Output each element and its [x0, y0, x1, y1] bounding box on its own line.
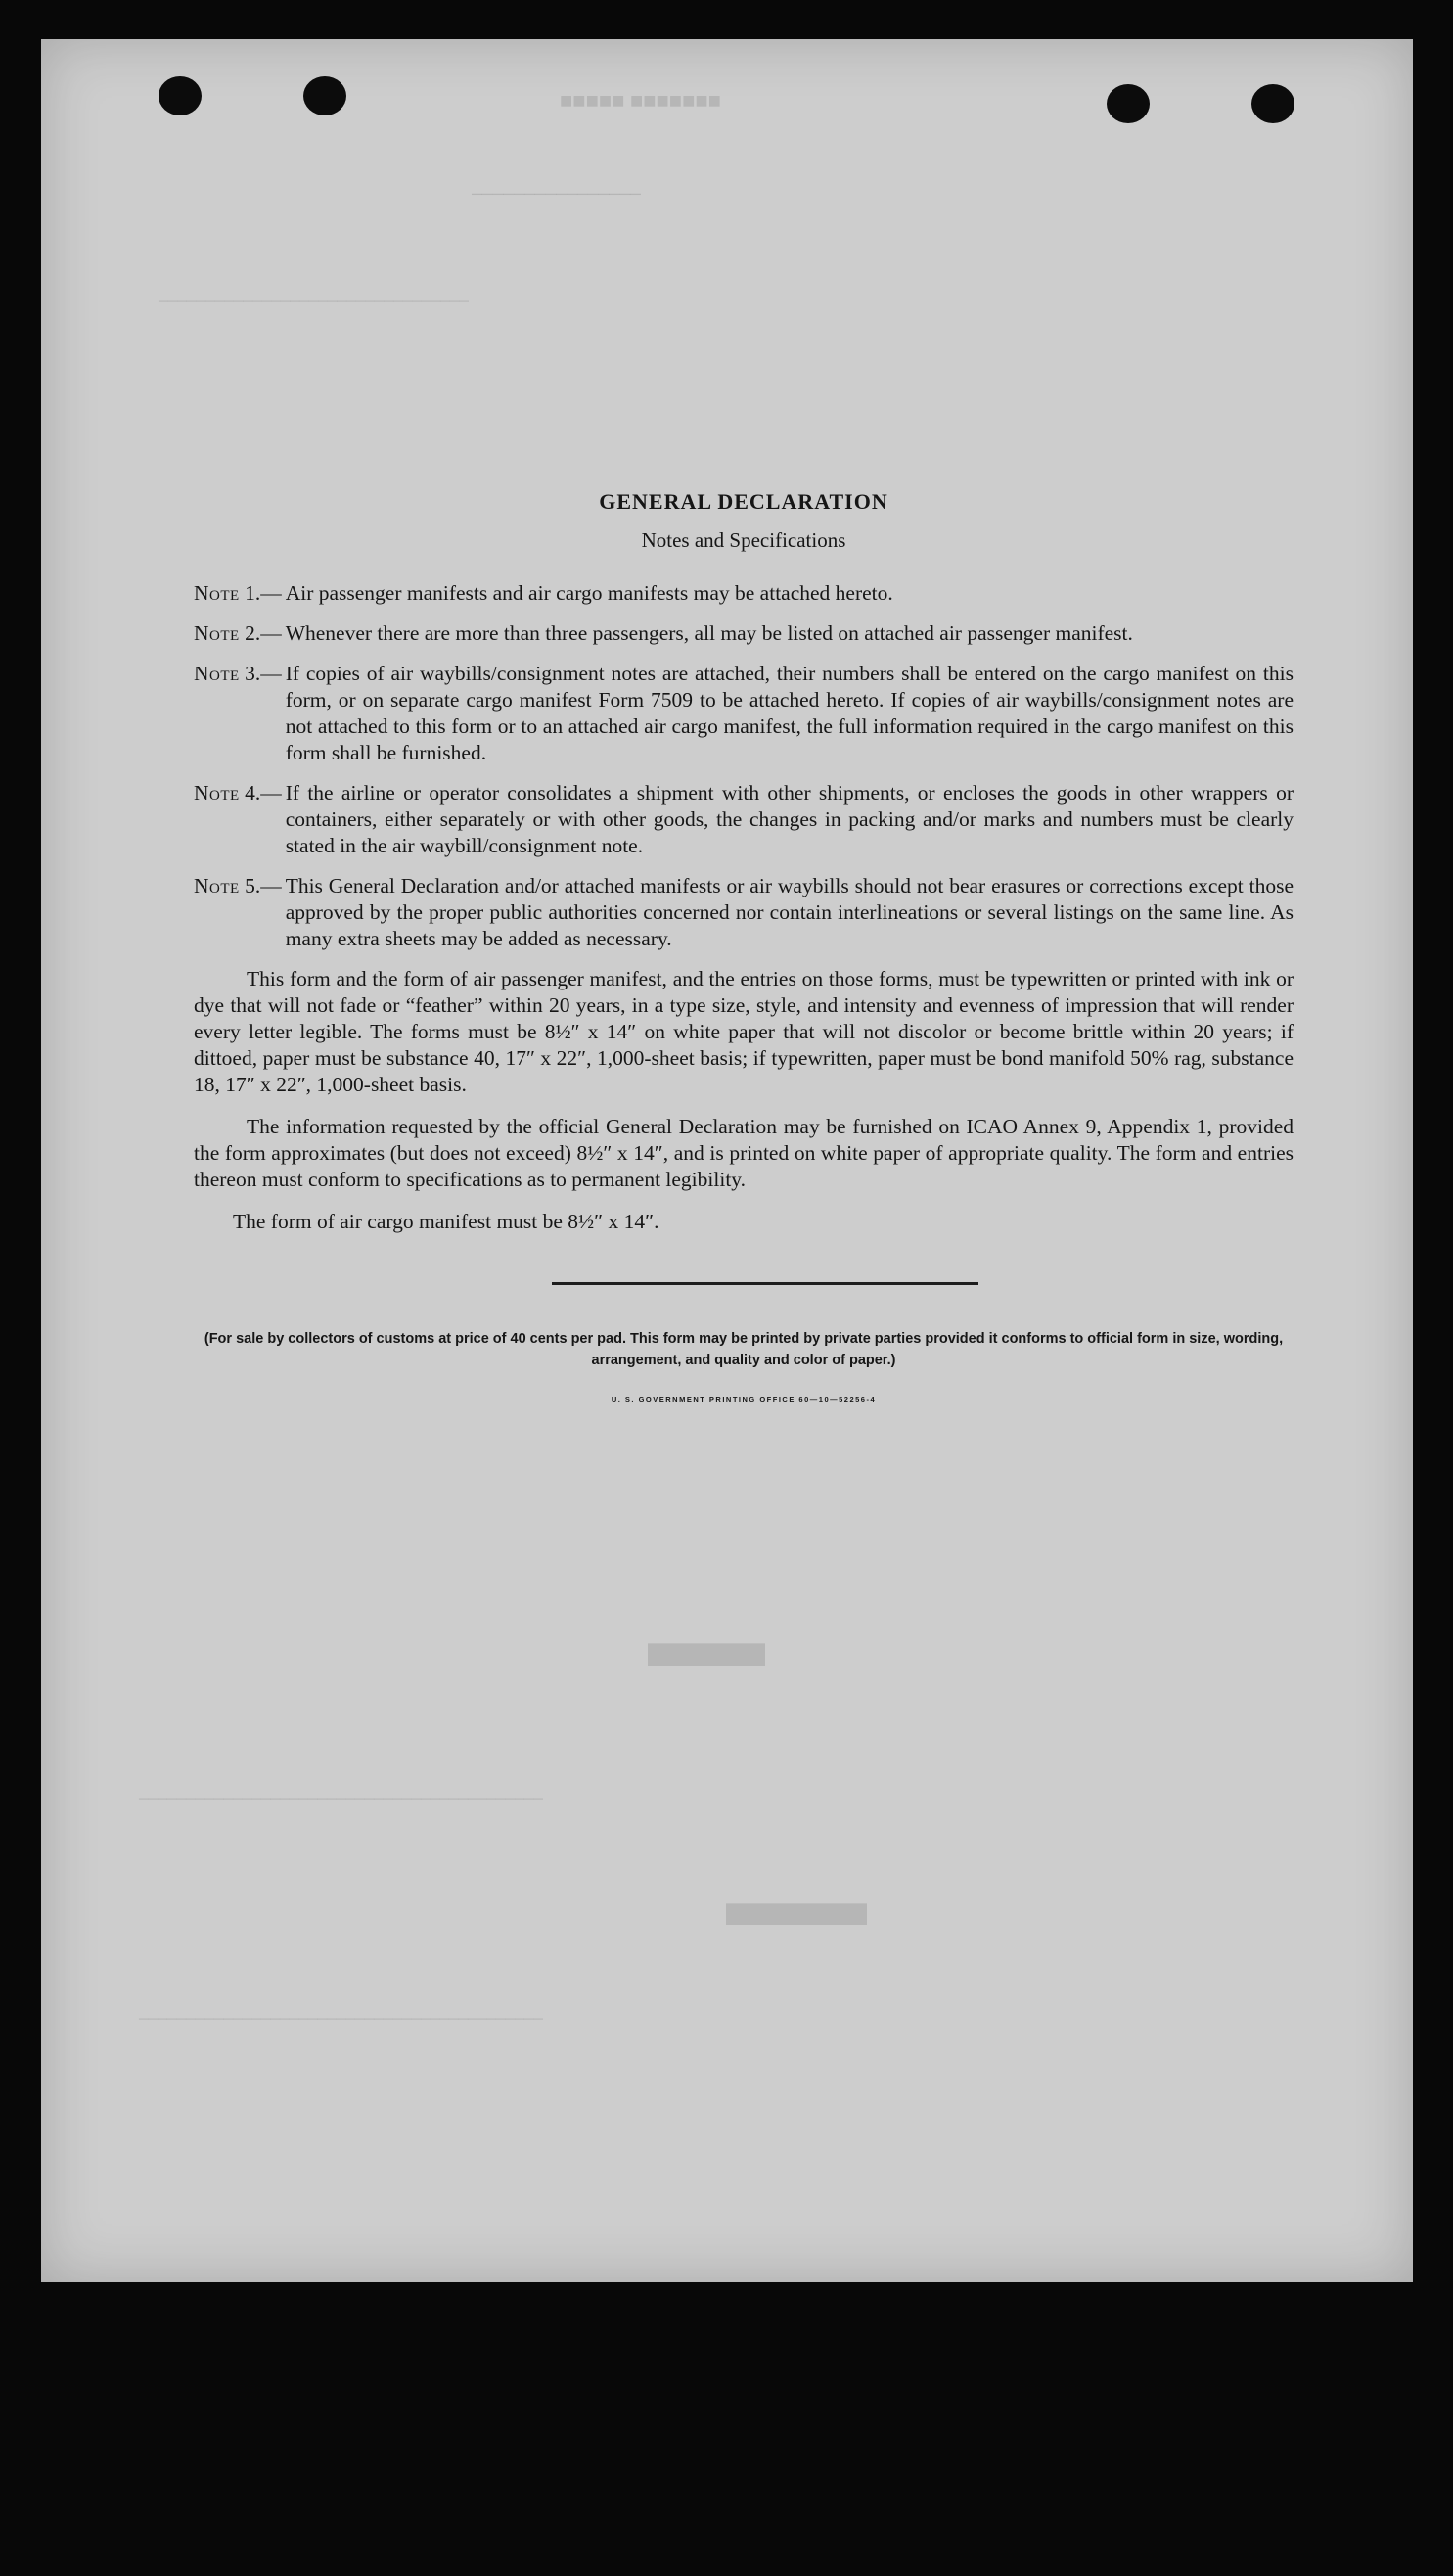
note-text: If the airline or operator consolidates a shipment with other shipments, or encloses the goods in other wrappers or containers, either separately or with other goods, the changes in packing and/or marks and numbers must be clearly stated in the air waybill/consignment note.: [285, 781, 1294, 857]
divider-rule: [552, 1282, 978, 1285]
punch-hole-left-1: [159, 76, 202, 115]
note-label: Note: [194, 581, 240, 605]
document-subtitle: Notes and Specifications: [641, 529, 846, 552]
note-text: Whenever there are more than three passengers, all may be listed on attached air passenger manifest.: [285, 621, 1133, 645]
note-label: Note: [194, 662, 240, 685]
note-label: Note: [194, 621, 240, 645]
note-1: [194, 580, 1294, 607]
note-3: [194, 661, 1294, 766]
punch-hole-right-1: [1107, 84, 1150, 123]
notes-list: [194, 580, 1294, 952]
note-text: Air passenger manifests and air cargo manifests may be attached hereto.: [285, 581, 893, 605]
printer-imprint: U. S. GOVERNMENT PRINTING OFFICE 60—10—52256-4: [611, 1395, 877, 1403]
note-number: 2.—: [245, 621, 282, 645]
note-5: [194, 873, 1294, 952]
punch-hole-right-2: [1251, 84, 1294, 123]
document-page: ■■■■■ ■■■■■■■ ──────────────── ───────────────────────────────── ██████████ ─────────────────────────────────────────── ████████████ ───────────────────────────────────────────: [41, 39, 1413, 2282]
paragraph-cargo-manifest-size: The form of air cargo manifest must be 8½″ x 14″.: [233, 1210, 659, 1233]
note-text: This General Declaration and/or attached manifests or air waybills should not bear erasures or corrections except those approved by the proper public authorities concerned nor contain interlineations or several listings on the same line. As many extra sheets may be added as necessary.: [285, 874, 1294, 950]
note-label: Note: [194, 874, 240, 897]
punch-hole-left-2: [303, 76, 346, 115]
sale-notice: (For sale by collectors of customs at price of 40 cents per pad. This form may be printed by private parties provided it conforms to official form in size, wording, arrangement, and quality and color of paper.): [204, 1331, 1284, 1368]
note-number: 5.—: [245, 874, 282, 897]
note-number: 4.—: [245, 781, 282, 805]
note-number: 3.—: [245, 662, 282, 685]
note-2: [194, 621, 1294, 647]
note-number: 1.—: [245, 581, 282, 605]
document-title: GENERAL DECLARATION: [599, 489, 888, 514]
general-declaration-notes: [194, 448, 1294, 1403]
note-text: If copies of air waybills/consignment notes are attached, their numbers shall be entered on the cargo manifest on this form, or on separate cargo manifest Form 7509 to be attached hereto. If copies of air waybills/consignment notes are not attached to this form or to an attached air cargo manifest, the full information required in the cargo manifest on this form shall be furnished.: [285, 662, 1294, 764]
paragraph-form-specifications: This form and the form of air passenger manifest, and the entries on those forms, must be typewritten or printed with ink or dye that will not fade or “feather” within 20 years, in a type size, style, and intensity and evenness of impression that will render every letter legible. The forms must be 8½″ x 14″ on white paper that will not discolor or become brittle within 20 years; if dittoed, paper must be substance 40, 17″ x 22″, 1,000-sheet basis; if typewritten, paper must be bond manifold 50% rag, substance 18, 17″ x 22″, 1,000-sheet basis.: [194, 967, 1294, 1096]
note-4: [194, 780, 1294, 859]
paragraph-icao-annex: The information requested by the official General Declaration may be furnished on ICAO Annex 9, Appendix 1, provided the form approximates (but does not exceed) 8½″ x 14″, and is printed on white paper of appropriate quality. The form and entries thereon must conform to specifications as to permanent legibility.: [194, 1115, 1294, 1191]
note-label: Note: [194, 781, 240, 805]
